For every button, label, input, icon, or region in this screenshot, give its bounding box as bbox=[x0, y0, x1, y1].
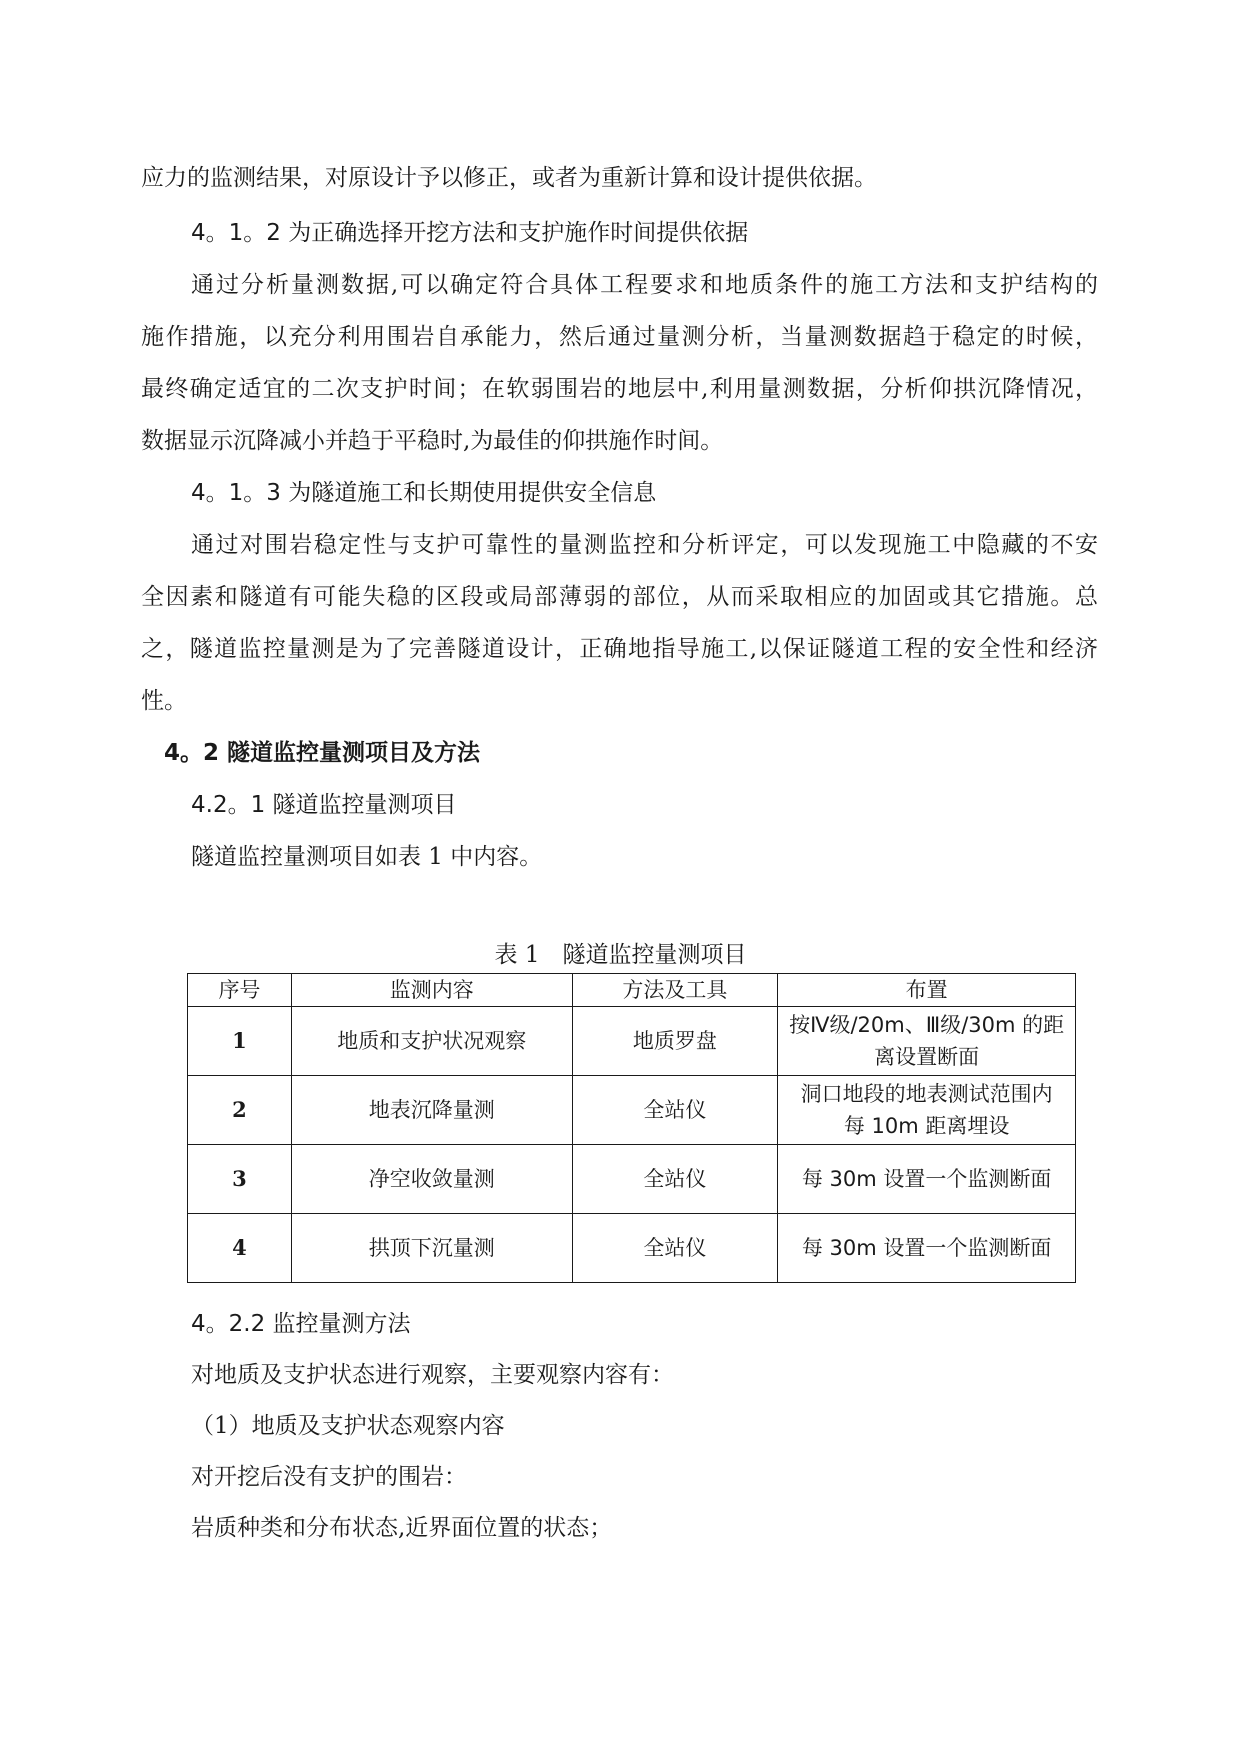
section-heading-4-1-3: 4。1。3 为隧道施工和长期使用提供安全信息 bbox=[191, 480, 657, 506]
table-cell-layout bbox=[778, 1076, 1076, 1145]
table-cell-layout-line: 每 30m 设置一个监测断面 bbox=[801, 1236, 1052, 1260]
table-row bbox=[188, 1007, 1076, 1076]
paragraph-line: 对开挖后没有支护的围岩： bbox=[191, 1464, 467, 1490]
paragraph-line: 应力的监测结果，对原设计予以修正，或者为重新计算和设计提供依据。 bbox=[141, 165, 877, 191]
table-cell-layout bbox=[778, 1007, 1076, 1076]
monitoring-items-table bbox=[187, 973, 1076, 1283]
paragraph-line: 数据显示沉降减小并趋于平稳时,为最佳的仰拱施作时间。 bbox=[141, 428, 724, 454]
table-cell-content: 净空收敛量测 bbox=[291, 1145, 572, 1214]
table-row bbox=[188, 1076, 1076, 1145]
table-cell-tool: 全站仪 bbox=[572, 1145, 778, 1214]
table-cell-layout bbox=[778, 1214, 1076, 1283]
table-cell-layout-line: 按Ⅳ级/20m、Ⅲ级/30m 的距 bbox=[789, 1013, 1065, 1037]
table-header-cell: 布置 bbox=[778, 974, 1076, 1007]
table-cell-tool: 全站仪 bbox=[572, 1214, 778, 1283]
table-cell-content: 拱顶下沉量测 bbox=[291, 1214, 572, 1283]
table-cell-no: 3 bbox=[188, 1145, 292, 1214]
table-row bbox=[188, 1214, 1076, 1283]
table-cell-layout-line: 洞口地段的地表测试范围内 bbox=[800, 1082, 1053, 1106]
table-cell-layout-line: 每 10m 距离埋设 bbox=[843, 1114, 1010, 1138]
table-header-row bbox=[188, 974, 1076, 1007]
paragraph-line: 最终确定适宜的二次支护时间；在软弱围岩的地层中,利用量测数据，分析仰拱沉降情况， bbox=[141, 376, 1098, 402]
table-cell-no: 4 bbox=[188, 1214, 292, 1283]
section-heading-4-1-2: 4。1。2 为正确选择开挖方法和支护施作时间提供依据 bbox=[191, 220, 749, 246]
paragraph-line: 通过对围岩稳定性与支护可靠性的量测监控和分析评定，可以发现施工中隐藏的不安 bbox=[191, 532, 1098, 558]
paragraph-line: 全因素和隧道有可能失稳的区段或局部薄弱的部位，从而采取相应的加固或其它措施。总 bbox=[141, 584, 1098, 610]
table-cell-content: 地质和支护状况观察 bbox=[291, 1007, 572, 1076]
paragraph-line: 施作措施，以充分利用围岩自承能力，然后通过量测分析，当量测数据趋于稳定的时候， bbox=[141, 324, 1098, 350]
paragraph-line: （1）地质及支护状态观察内容 bbox=[191, 1413, 505, 1439]
section-heading-4-2: 4。2 隧道监控量测项目及方法 bbox=[164, 740, 481, 766]
table-cell-layout bbox=[778, 1145, 1076, 1214]
paragraph-line: 通过分析量测数据,可以确定符合具体工程要求和地质条件的施工方法和支护结构的 bbox=[191, 272, 1098, 298]
paragraph-line: 对地质及支护状态进行观察，主要观察内容有： bbox=[191, 1362, 674, 1388]
paragraph-line: 之，隧道监控量测是为了完善隧道设计，正确地指导施工,以保证隧道工程的安全性和经济 bbox=[141, 636, 1098, 662]
table-cell-layout-line: 每 30m 设置一个监测断面 bbox=[801, 1167, 1052, 1191]
table-row bbox=[188, 1145, 1076, 1214]
table-cell-layout-line: 离设置断面 bbox=[874, 1045, 980, 1069]
table-header-cell: 监测内容 bbox=[291, 974, 572, 1007]
table-cell-content: 地表沉降量测 bbox=[291, 1076, 572, 1145]
table-cell-no: 1 bbox=[188, 1007, 292, 1076]
section-heading-4-2-2: 4。2.2 监控量测方法 bbox=[191, 1311, 411, 1337]
table-cell-no: 2 bbox=[188, 1076, 292, 1145]
table-cell-tool: 全站仪 bbox=[572, 1076, 778, 1145]
paragraph-line: 隧道监控量测项目如表 1 中内容。 bbox=[191, 844, 543, 870]
paragraph-line: 性。 bbox=[141, 688, 187, 714]
paragraph-line: 岩质种类和分布状态,近界面位置的状态； bbox=[191, 1515, 613, 1541]
table-cell-tool: 地质罗盘 bbox=[572, 1007, 778, 1076]
table-caption: 表 1 隧道监控量测项目 bbox=[494, 942, 747, 968]
table-header-cell: 序号 bbox=[188, 974, 292, 1007]
table-header-cell: 方法及工具 bbox=[572, 974, 778, 1007]
section-heading-4-2-1: 4.2。1 隧道监控量测项目 bbox=[191, 792, 457, 818]
